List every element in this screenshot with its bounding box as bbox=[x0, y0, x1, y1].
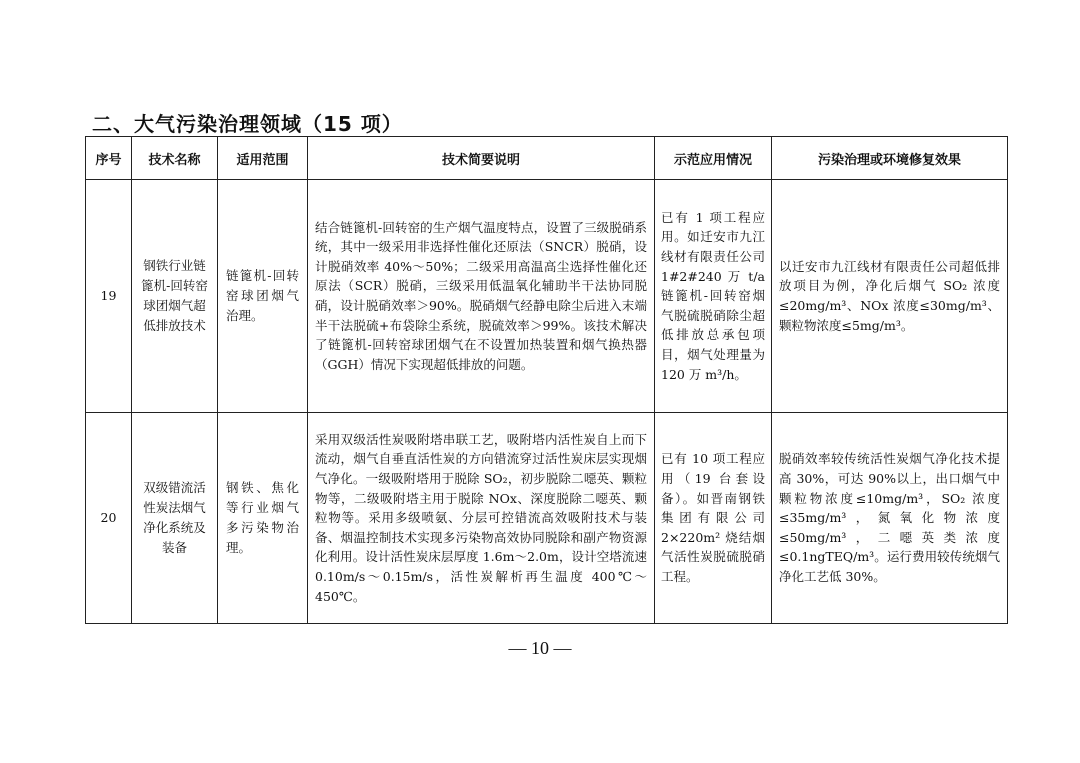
row-tech-name: 双级错流活性炭法烟气净化系统及装备 bbox=[132, 413, 218, 624]
header-name: 技术名称 bbox=[132, 137, 218, 180]
header-desc: 技术简要说明 bbox=[308, 137, 655, 180]
page-number: — 10 — bbox=[508, 638, 572, 658]
technology-table bbox=[85, 136, 1008, 624]
row-effect: 以迁安市九江线材有限责任公司超低排放项目为例，净化后烟气 SO₂ 浓度≤20mg/m³、NOx 浓度≤30mg/m³、颗粒物浓度≤5mg/m³。 bbox=[772, 180, 1008, 413]
row-effect: 脱硝效率较传统活性炭烟气净化技术提高 30%，可达 90%以上，出口烟气中颗粒物浓度≤10mg/m³，SO₂ 浓度≤35mg/m³，氮氧化物浓度≤50mg/m³，二噁英类浓度≤0.1ngTEQ/m³。运行费用较传统烟气净化工艺低 30%。 bbox=[772, 413, 1008, 624]
row-scope: 链篦机-回转窑球团烟气治理。 bbox=[218, 180, 308, 413]
row-scope: 钢铁、焦化等行业烟气多污染物治理。 bbox=[218, 413, 308, 624]
table-header-row bbox=[86, 137, 1008, 180]
row-description: 采用双级活性炭吸附塔串联工艺，吸附塔内活性炭自上而下流动，烟气自垂直活性炭的方向错流穿过活性炭床层实现烟气净化。一级吸附塔用于脱除 SO₂，初步脱除二噁英、颗粒物等，二级吸附塔主用于脱除 NOx、深度脱除二噁英、颗粒物等。采用多级喷氨、分层可控错流高效吸附技术与装备、烟温控制技术实现多污染物高效协同脱除和副产物资源化利用。设计活性炭床层厚度 1.6m～2.0m，设计空塔流速 0.10m/s～0.15m/s，活性炭解析再生温度 400℃～450℃。 bbox=[308, 413, 655, 624]
row-no: 19 bbox=[86, 180, 132, 413]
header-scope: 适用范围 bbox=[218, 137, 308, 180]
table-row bbox=[86, 180, 1008, 413]
row-tech-name: 钢铁行业链篦机-回转窑球团烟气超低排放技术 bbox=[132, 180, 218, 413]
header-effect: 污染治理或环境修复效果 bbox=[772, 137, 1008, 180]
row-demo: 已有 1 项工程应用。如迁安市九江线材有限责任公司 1#2#240 万 t/a 链篦机-回转窑烟气脱硫脱硝除尘超低排放总承包项目，烟气处理量为 120 万 m³/h。 bbox=[655, 180, 772, 413]
header-demo: 示范应用情况 bbox=[655, 137, 772, 180]
header-no: 序号 bbox=[86, 137, 132, 180]
section-title: 二、大气污染治理领域（15 项） bbox=[92, 112, 403, 136]
row-no: 20 bbox=[86, 413, 132, 624]
row-description: 结合链篦机-回转窑的生产烟气温度特点，设置了三级脱硝系统，其中一级采用非选择性催化还原法（SNCR）脱硝，设计脱硝效率 40%～50%；二级采用高温高尘选择性催化还原法（SCR）脱硝，三级采用低温氧化辅助半干法协同脱硝，设计脱硝效率＞90%。脱硝烟气经静电除尘后进入末端半干法脱硫+布袋除尘系统，脱硫效率＞99%。该技术解决了链篦机-回转窑球团烟气在不设置加热装置和烟气换热器（GGH）情况下实现超低排放的问题。 bbox=[308, 180, 655, 413]
table-row bbox=[86, 413, 1008, 624]
row-demo: 已有 10 项工程应用（19 台套设备）。如晋南钢铁集团有限公司 2×220m² 烧结烟气活性炭脱硫脱硝工程。 bbox=[655, 413, 772, 624]
